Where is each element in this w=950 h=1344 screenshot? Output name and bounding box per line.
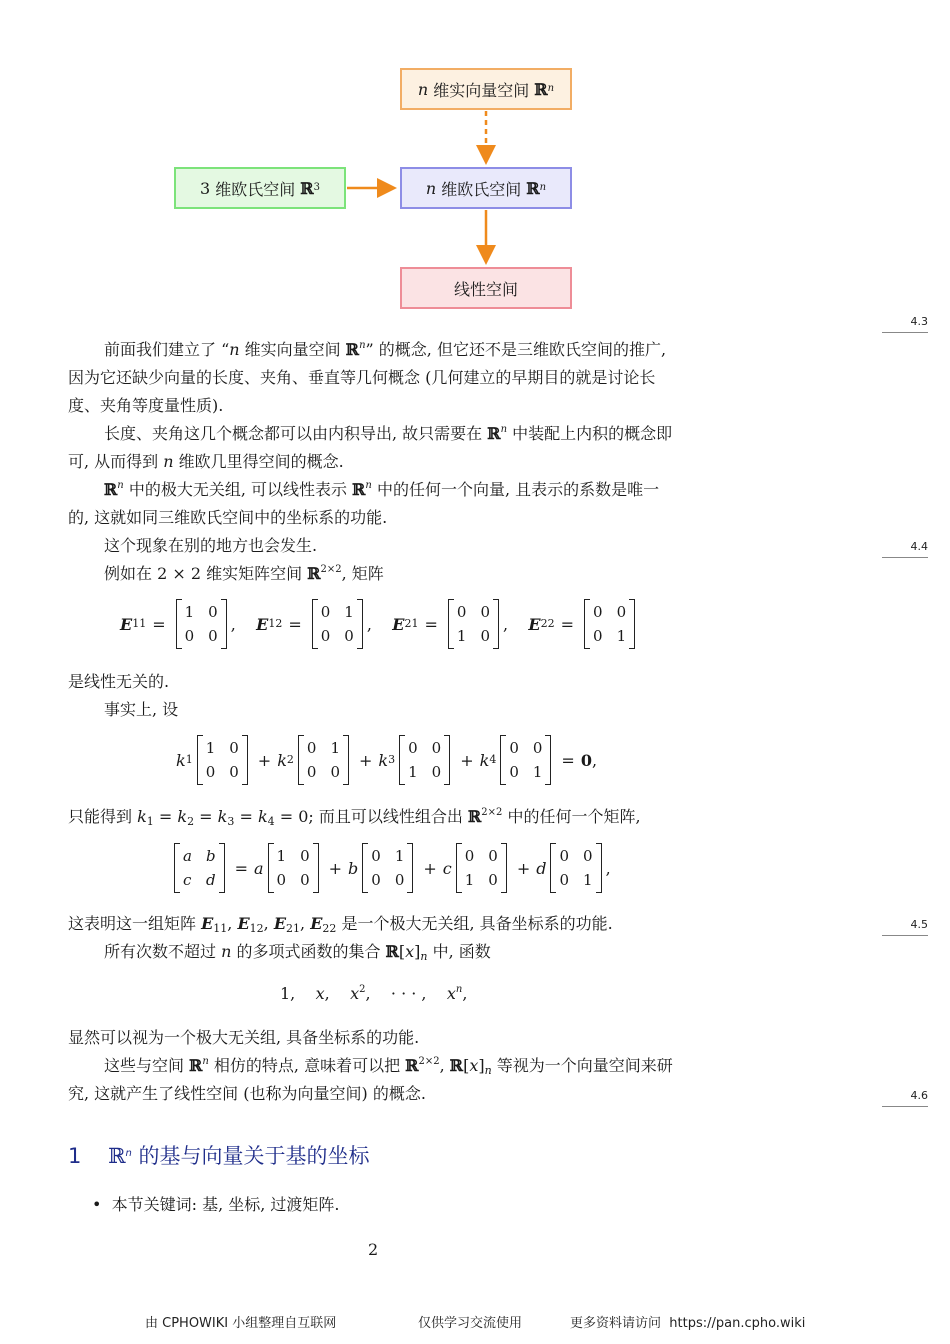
section-number: 1: [68, 1144, 82, 1168]
page-number: 2: [368, 1240, 379, 1259]
section-heading: 1 ℝ$^n$ 的基与向量关于基的坐标: [68, 1144, 370, 1168]
diagram-arrows: [0, 0, 950, 330]
margin-number: 4.3: [910, 315, 928, 328]
diagram-node-n-euclidean-space: n 维欧氏空间 ℝ n: [400, 167, 572, 209]
margin-number: 4.6: [910, 1089, 928, 1102]
paragraph-only-zero: 只能得到 $k_1 = k_2 = k_3 = k_4 = 0$; 而且可以线性组合出 ℝ$^{2\times 2}$ 中的任何一个矩阵,: [68, 807, 641, 828]
paragraph-inner-product: 长度、夹角这几个概念都可以由内积导出, 故只需要在 ℝ$^n$ 中装配上内积的概念即可, 从而得到 n 维欧几里得空间的概念.: [68, 424, 673, 471]
equation-general-matrix: a b c d = a 1 0 0 0 + b 0 1 0 0 + c 0 0 1 0 + d 0 0 0 1 ,: [170, 843, 611, 893]
footer-more: 更多资料请访问 https://pan.cpho.wiki: [570, 1316, 806, 1331]
paragraph-independent: 是线性无关的.: [68, 672, 170, 691]
paragraph-phenomenon: 这个现象在别的地方也会发生.: [104, 536, 318, 555]
margin-number: 4.5: [910, 918, 928, 931]
margin-rule: [882, 332, 928, 333]
paragraph-linear-space: 这些与空间 ℝ$^n$ 相仿的特点, 意味着可以把 ℝ$^{2\times 2}$, $ℝ[x]_n$ 等视为一个向量空间来研究, 这就产生了线性空间 (也称为向量空间) 的概念.: [68, 1056, 673, 1103]
equation-polynomial-basis: 1, x, $x^2$, · · · , $x^n$,: [280, 984, 468, 1003]
section-title: 的基与向量关于基的坐标: [131, 1144, 370, 1168]
matrix-definitions: E 11 = 1 0 0 0 , E 12 = 0 1 0 0 , E 21 = 0 0 1 0 , E 22 = 0 0 0 1: [120, 599, 639, 649]
paragraph-obviously: 显然可以视为一个极大无关组, 具备坐标系的功能.: [68, 1028, 420, 1047]
diagram-node-3d-euclidean-space: 3 维欧氏空间 ℝ 3: [174, 167, 346, 209]
footer-link[interactable]: https://pan.cpho.wiki: [669, 1316, 806, 1331]
margin-rule: [882, 557, 928, 558]
paragraph-basis: ℝ$^n$ 中的极大无关组, 可以线性表示 ℝ$^n$ 中的任何一个向量, 且表示的系数是唯一的, 这就如同三维欧氏空间中的坐标系的功能.: [68, 480, 660, 527]
paragraph-intro: 前面我们建立了 “n 维实向量空间 ℝ$^n$” 的概念, 但它还不是三维欧氏空间的推广, 因为它还缺少向量的长度、夹角、垂直等几何概念 (几何建立的早期目的就是讨论长度、夹角等度量性质).: [68, 340, 667, 415]
footer-source: 由 CPHOWIKI 小组整理自互联网: [145, 1316, 337, 1331]
margin-number: 4.4: [910, 540, 928, 553]
diagram-node-linear-space: 线性空间: [400, 267, 572, 309]
paragraph-polynomials: 所有次数不超过 n 的多项式函数的集合 $ℝ[x]_n$ 中, 函数: [104, 942, 491, 963]
footer-usage: 仅供学习交流使用: [418, 1316, 523, 1331]
diagram-node-n-real-vector-space: n 维实向量空间 ℝ n: [400, 68, 572, 110]
paragraph-suppose: 事实上, 设: [104, 700, 179, 719]
paragraph-example: 例如在 2 × 2 维实矩阵空间 ℝ$^{2\times 2}$, 矩阵: [104, 564, 384, 583]
keywords-list-item: • 本节关键词: 基, 坐标, 过渡矩阵.: [92, 1195, 340, 1214]
paragraph-max-independent: 这表明这一组矩阵 $E_{11}$, $E_{12}$, $E_{21}$, $E_{22}$ 是一个极大无关组, 具备坐标系的功能.: [68, 914, 613, 935]
equation-linear-combination: k 1 1 0 0 0 + k 2 0 1 0 0 + k 3 0 0 1 0 + k 4 0 0 0 1 = 0 ,: [176, 735, 597, 785]
margin-rule: [882, 1106, 928, 1107]
bullet-icon: •: [92, 1195, 102, 1214]
margin-rule: [882, 935, 928, 936]
